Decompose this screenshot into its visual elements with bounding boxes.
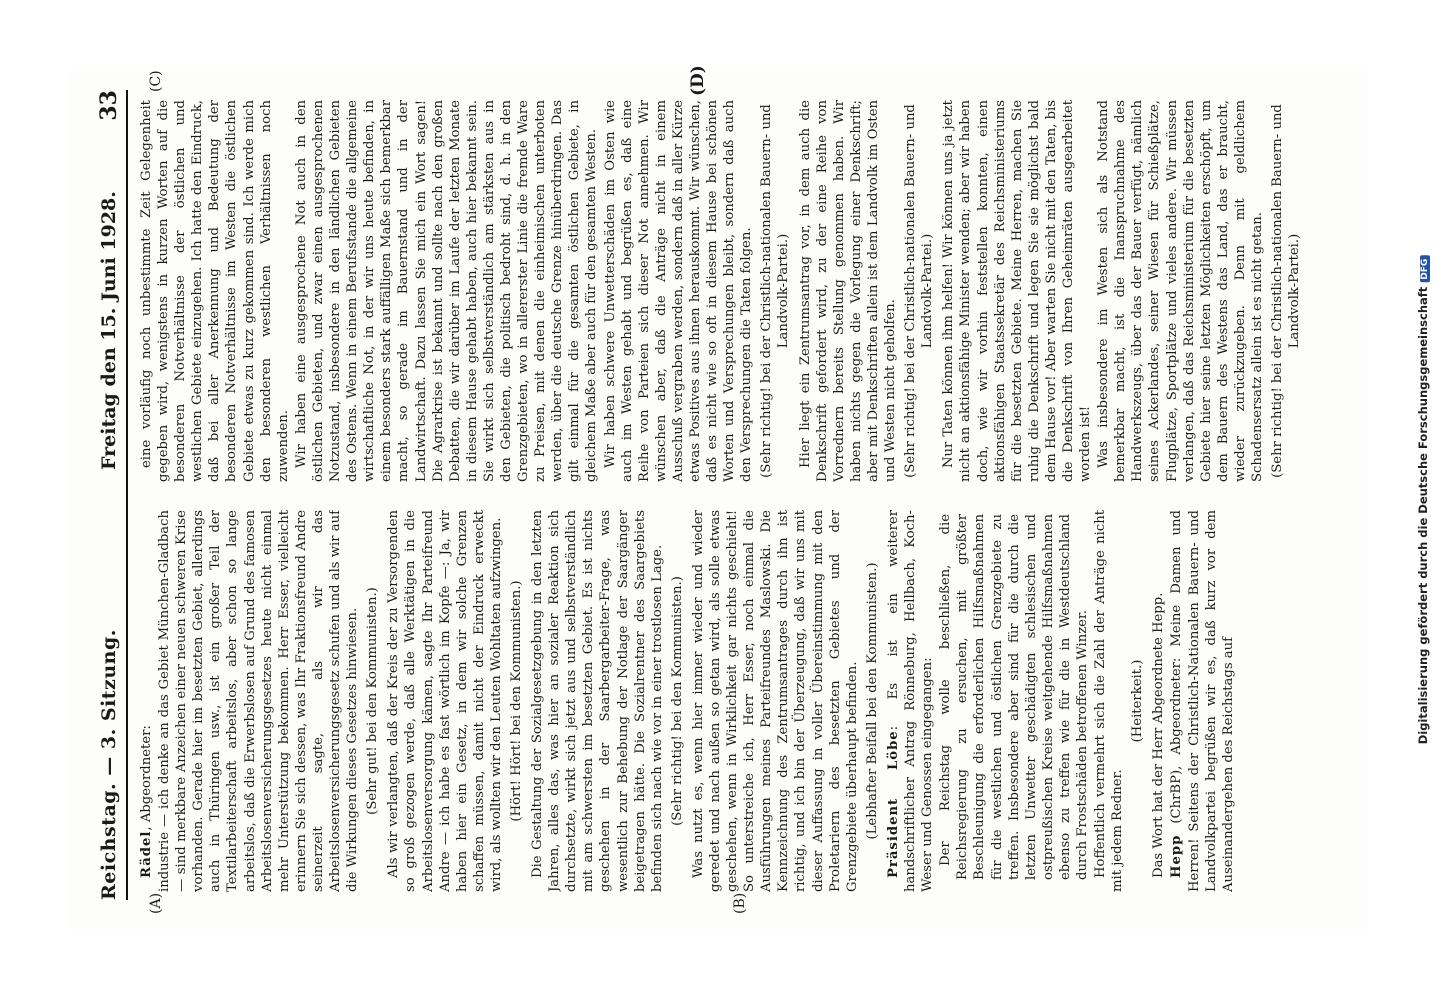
paragraph-text: : Es ist ein weiterer handschriftlicher Antrag Rönneburg, Hellbach, Koch-Weser und Genossen eingegangen: [885,510,936,892]
paragraph [138,100,292,482]
margin-marker-c: (C) [148,70,164,92]
interjection: (Sehr richtig! bei der Christlich-nationalen Bauern- und Landvolk-Partei.) [903,104,936,478]
paragraph-text: industrie — ich denke an das Gebiet München-Gladbach — sind merkbare Anzeichen einer neuen schweren Krise vorhanden. Gerade hier im besetzten Gebiet, allerdings auch in Thüringen usw., ist ein großer Teil der Textilarbeiterschaft arbeitslos, aber schon so lange arbeitslos, daß die Erwerbslosen auf Grund des famosen Arbeitslosenversicherungsgesetzes heute nicht einmal mehr Unterstützung bekommen. Herr Esser, vielleicht erinnern Sie sich dessen, was Ihr Fraktionsfreund Andre seinerzeit sagte, als wir das Arbeitslosenversicherungsgesetz schufen und als wir auf die Wirkungen dieses Gesetzes hinwiesen. [157,510,361,892]
paragraph-text: Die Gestaltung der Sozialgesetzgebung in den letzten Jahren, alles das, was hier an sozialer Reaktion sich durchsetzte, wirkt sich jetzt aus und selbstverständlich mit am schwersten im besetzten Gebiet. Es ist nichts geschehen in der Saarbergarbeiter-Frage, was wesentlich zur Behebung der Notlage der Saargänger beigetragen hätte. Die Sozialrentner des Saargebiets befinden sich nach wie vor in einer trostlosen Lage. [530,510,665,892]
paragraph [602,100,756,482]
interjection: (Sehr gut! bei den Kommunisten.) [365,587,381,815]
paragraph [1168,510,1236,892]
text-column-right [138,100,1338,482]
paragraph [885,510,936,892]
digitization-note-text [1416,256,1430,745]
speaker-name: Hepp [1169,834,1185,878]
paragraph-text: Wir haben schwere Unwetterschäden im Osten wie auch im Westen gehabt und begrüßen es, daß eine Reihe von Parteien sich dieser Not annehmen. Wir wünschen aber, daß die Anträge nicht in einem Ausschuß vergraben werden, sondern daß in aller Kürze etwas Positives aus ihnen herauskommt. Wir wünschen, daß es nicht wie so oft in diesem Hause bei schönen Worten und Versprechungen bleibt, sondern daß auch den Versprechungen die Taten folgen. [602,100,755,482]
paragraph-text: Hier liegt ein Zentrumsantrag vor, in dem auch die Denkschrift gefordert wird, zu der eine Reihe von Vorrednern bereits Stellung genommen haben. Wir haben nichts gegen die Vorlegung einer Denkschrift; aber mit Denkschriften allein ist dem Landvolk im Osten und Westen nicht geholfen. [797,100,899,482]
interjection: (Heiterkeit.) [1130,659,1146,743]
header-session: Reichstag. — 3. Sitzung. [98,629,120,900]
paragraph [293,100,601,482]
paragraph [1150,510,1167,892]
paragraph [1092,510,1126,892]
interjection: (Lebhafter Beifall bei den Kommunisten.) [864,562,880,840]
paragraph-text: (ChrBP), Abgeordneter: Meine Damen und Herren! Seitens der Christlich-Nationalen Bauern- und Landvolkpartei begrüßen wir es, daß kurz vor dem Auseinandergehen des Reichstags auf [1169,510,1236,892]
paragraph-text: Was insbesondere im Westen sich als Notstand bemerkbar macht, ist die Inanspruchnahme des Handwerkszeugs, über das der Bauer verfügt, nämlich seines Ackerlandes, seiner Wiesen für Schießplätze, Flugplätze, Sportplätze und vieles andere. Wir müssen verlangen, daß das Reichsministerium für die besetzten Gebiete hier seine letzten Möglichkeiten erschöpft, um dem Bauern des Westens das Land, das er braucht, wieder zurückzugeben. Denn mit geldlichem Schadensersatz allein ist es nicht getan. [1096,100,1265,482]
paragraph [940,100,1094,482]
paragraph [385,510,505,892]
paragraph-text: Das Wort hat der Herr Abgeordnete Hepp. [1151,592,1167,878]
digitization-credit: Digitalisierung gefördert durch die Deutsche Forschungsgemeinschaft [1416,286,1430,745]
speaker-name: Rädel [139,830,154,878]
paragraph [1095,100,1266,482]
digitization-note [1412,8,1434,992]
margin-marker-a: (A) [148,892,164,914]
paragraph-text: Als wir verlangten, daß der Kreis der zu Versorgenden so groß gezogen werde, daß alle Werktätigen in die Arbeitslosenversorgung kämen, sagte Ihr Parteifreund Andre — ich habe es fast wörtlich im Kopfe —: Ja, wir haben hier ein Gesetz, in dem wir solche Grenzen schaffen müssen, damit nicht der Eindruck erweckt wird, als wollten wir den Leuten Wohltaten aufzwingen. [386,510,504,892]
interjection: (Sehr richtig! bei den Kommunisten.) [669,576,685,826]
page-header [96,90,128,900]
interjection: (Sehr richtig! bei der Christlich-nationalen Bauern- und Landvolk-Partei.) [1270,104,1303,478]
paragraph [690,510,861,892]
paragraph-text: Was nutzt es, wenn hier immer wieder und wieder geredet und nach außen so getan wird, als solle etwas geschehen, wenn in Wirklichkeit gar nichts geschieht! So unterstreiche ich, Herr Esser, noch einmal die Ausführungen meines Parteifreundes Maslowski. Die Kennzeichnung des Zentrumsantrages durch ihn ist richtig, und ich bin der Überzeugung, daß wir uns mit dieser Auffassung in voller Übereinstimmung mit den Proletariern des besetzten Gebietes und der Grenzgebiete überhaupt befinden. [690,510,860,892]
quoted-motion: Der Reichstag wolle beschließen, die Reichsregierung zu ersuchen, mit größter Beschleunigung die erforderlichen Hilfsmaßnahmen für die westlichen und östlichen Grenzgebiete zu treffen. Insbesondere aber sind für die durch die letzten Unwetter geschädigten schlesischen und ostpreußischen Kreise weitgehende Hilfsmaßnahmen ebenso zu treffen wie für die in Westdeutschland durch Frostschäden betroffenen Winzer. [938,514,1090,880]
page-number: 33 [96,90,122,121]
speaker-role: , Abgeordneter: [139,725,154,831]
header-date: Freitag den 15. Juni 1928. [98,191,120,470]
paragraph [156,510,361,892]
paragraph-text: Hoffentlich vermehrt sich die Zahl der Anträge nicht mit jedem Redner. [1093,510,1126,892]
paragraph-text: Nur Taten können ihm helfen! Wir können uns ja jetzt nicht an aktionsfähige Minister wenden; aber wir haben doch, wie wir vorhin feststellen konnten, einen aktionsfähigen Staatssekretär des Reichsministeriums für die besetzten Gebiete. Meine Herren, machen Sie ruhig die Denkschrift und legen Sie sie möglichst bald dem Hause vor! Aber warten Sie nicht mit den Taten, bis die Denkschrift von Ihren Geheimräten ausgearbeitet worden ist! [941,100,1094,482]
paragraph-text: Wir haben eine ausgesprochene Not auch in den östlichen Gebieten, und zwar einen ausgesprochenen Notzustand, insbesondere in den ländlichen Gebieten des Ostens. Wenn in einem Berufsstande die allgemeine wirtschaftliche Not, in der wir uns heute befinden, in einem besonders stark auffälligen Maße sich bemerkbar macht, so gerade im Bauernstand und in der Landwirtschaft. Dazu lassen Sie mich ein Wort sagen! Die Agrarkrise ist bekannt und sollte nach den großen Debatten, die wir darüber im Laufe der letzten Monate in diesem Hause gehabt haben, auch hier bekannt sein. Sie wirkt sich selbstverständlich am stärksten aus in den Gebieten, die politisch bedroht sind, d. h. in den Grenzgebieten, wo in allererster Linie die fremde Ware zu Preisen, mit denen die einheimischen unterboten werden, über die deutsche Grenze hinüberdringen. Das gilt einmal für die gesamten östlichen Gebiete, in gleichem Maße aber auch für den gesamten Westen. [293,100,600,482]
paragraph-text: eine vorläufig noch unbestimmte Zeit Gelegenheit gegeben wird, wenigstens in kurzen Worten auf die besonderen Notverhältnisse der östlichen und westlichen Gebiete einzugehen. Ich hatte den Eindruck, daß bei aller Anerkennung und Bedeutung der besonderen Notverhältnisse im Westen die östlichen Gebiete etwas zu kurz gekommen sind. Ich werde mich den besonderen westlichen Verhältnissen noch zuwenden. [139,100,291,482]
paragraph [529,510,666,892]
paragraph [138,510,155,892]
margin-marker-b: (B) [732,892,748,914]
interjection: (Hört! Hört! bei den Kommunisten.) [508,580,524,822]
document-page [68,65,1368,930]
dfg-logo: DFG [1420,256,1430,283]
margin-marker-d: (D) [688,65,708,96]
paragraph [797,100,900,482]
text-column-left [138,510,1338,892]
speaker-name: Präsident Löbe [885,730,901,878]
interjection: (Sehr richtig! bei der Christlich-nationalen Bauern- und Landvolk-Partei.) [759,104,792,478]
